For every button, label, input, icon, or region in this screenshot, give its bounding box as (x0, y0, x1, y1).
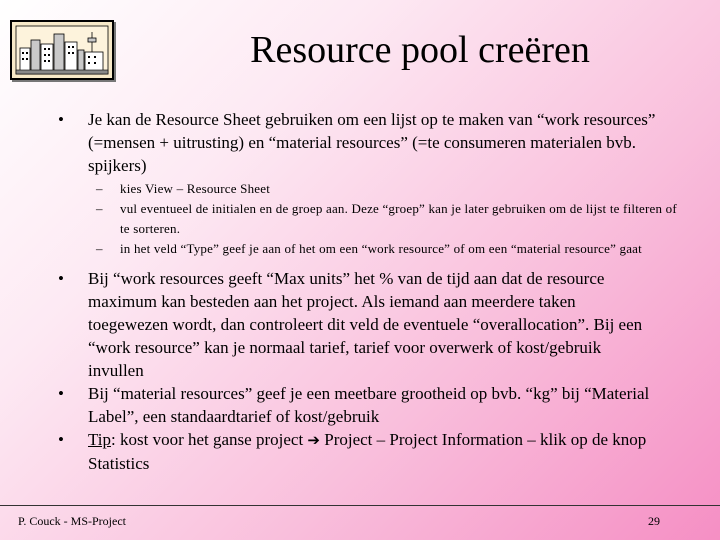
city-skyline-icon (10, 20, 114, 80)
bullet-mark: • (58, 269, 64, 288)
tip-text-continued: Project – Project Information – klik op de knop Statistics (88, 430, 647, 473)
right-arrow-icon: ➔ (307, 431, 320, 449)
bullet-mark: • (58, 430, 64, 449)
footer-author: P. Couck - MS-Project (18, 514, 126, 528)
sub-text: vul eventueel de initialen en de groep aan. Deze “groep” kan je later gebruiken om de lijst te filteren of te sorteren. (120, 201, 677, 236)
slide-title: Resource pool creëren (250, 29, 590, 71)
sub-item (88, 199, 678, 239)
bullet-mark: • (58, 384, 64, 403)
sub-list (58, 179, 678, 259)
bullet-text: Bij “material resources” geef je een meetbare grootheid op bvb. “kg” bij “Material Label”, een standaardtarief of kost/gebruik (88, 384, 650, 426)
tip-label: Tip (88, 430, 112, 449)
page-number: 29 (648, 514, 660, 528)
bullet-tip (58, 428, 658, 475)
sub-item (88, 239, 678, 259)
bullet-resource-sheet (58, 108, 658, 177)
bullet-text: Je kan de Resource Sheet gebruiken om een lijst op te maken van “work resources” (=mensen + uitrusting) en “material resources” (=te consumeren materialen bvb. spijkers) (88, 110, 656, 175)
dash-mark: – (96, 201, 103, 216)
dash-mark: – (96, 241, 103, 256)
bullet-material-resources (58, 382, 658, 428)
bullet-text: Bij “work resources geeft “Max units” het % van de tijd aan dat de resource maximum kan besteden aan het project. Als iemand aan meerdere taken toegewezen wordt, dan controleert dit veld de eventuele “overallocation”. Bij een “work resource” kan je normaal tarief, tarief voor overwerk of kost/gebruik invullen (88, 269, 643, 380)
bullet-mark: • (58, 110, 64, 129)
tip-text: : kost voor het ganse project (111, 430, 308, 449)
dash-mark: – (96, 181, 103, 196)
slide-content (58, 108, 677, 475)
sub-item (88, 179, 678, 199)
sub-text: in het veld “Type” geef je aan of het om een “work resource” of om een “material resource” gaat (120, 241, 642, 256)
bullet-work-resources (58, 267, 658, 382)
sub-text: kies View – Resource Sheet (120, 181, 271, 196)
footer-divider (0, 505, 720, 506)
